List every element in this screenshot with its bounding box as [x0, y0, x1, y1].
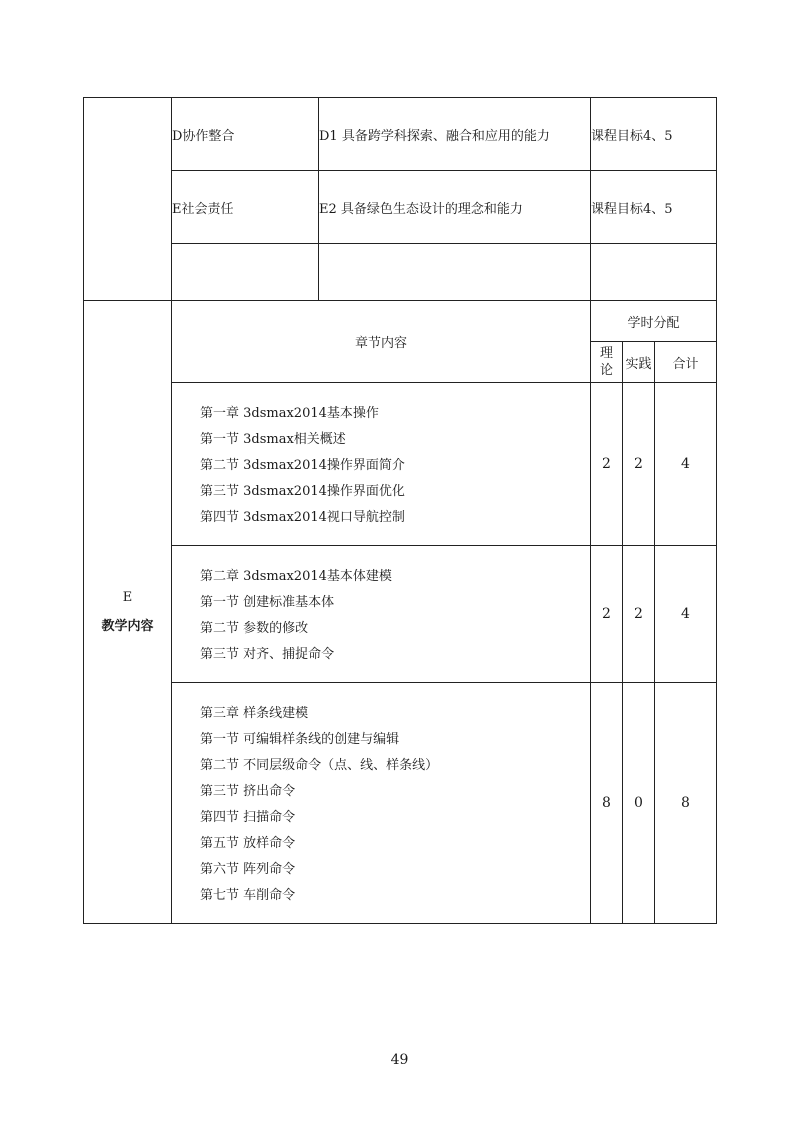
practice-hours: 2: [623, 546, 655, 683]
empty-row: [84, 244, 717, 301]
chapter-content: [172, 383, 591, 546]
chapter-line: 第三节 对齐、捕捉命令: [200, 647, 335, 662]
chapter-row-1: [84, 383, 717, 546]
chapter-line: 第二节 3dsmax2014操作界面简介: [200, 458, 405, 473]
chapter-row-3: [84, 683, 717, 924]
chapter-content: [172, 546, 591, 683]
chapter-line: 第二节 参数的修改: [200, 621, 309, 636]
practice-hours: 2: [623, 383, 655, 546]
chapter-line: 第七节 车削命令: [200, 888, 296, 903]
chapter-line: 第五节 放样命令: [200, 836, 296, 851]
ability-cell: D1 具备跨学科探索、融合和应用的能力: [319, 98, 591, 171]
section-title: 教学内容: [101, 619, 154, 634]
chapter-line: 第二章 3dsmax2014基本体建模: [200, 569, 392, 584]
section-code: E: [122, 590, 133, 605]
category-cell: E社会责任: [172, 171, 319, 244]
theory-hours: 2: [591, 383, 623, 546]
ability-row-d: [84, 98, 717, 171]
chapter-line: 第一章 3dsmax2014基本操作: [200, 406, 379, 421]
hours-header-row: [84, 301, 717, 342]
chapter-line: 第四节 扫描命令: [200, 810, 296, 825]
theory-hours: 2: [591, 546, 623, 683]
total-header: 合计: [655, 342, 717, 383]
practice-hours: 0: [623, 683, 655, 924]
chapter-line: 第一节 3dsmax相关概述: [200, 432, 346, 447]
theory-header: 理论: [591, 342, 623, 383]
chapter-line: 第二节 不同层级命令（点、线、样条线）: [200, 758, 439, 773]
total-hours: 4: [655, 546, 717, 683]
chapter-content-header: 章节内容: [172, 301, 591, 383]
section-label: [84, 301, 172, 924]
target-cell: 课程目标4、5: [591, 98, 717, 171]
empty-cell: [319, 244, 591, 301]
ability-row-e: [84, 171, 717, 244]
chapter-row-2: [84, 546, 717, 683]
page-number: 49: [390, 1052, 409, 1068]
chapter-line: 第一节 可编辑样条线的创建与编辑: [200, 732, 400, 747]
ability-cell: E2 具备绿色生态设计的理念和能力: [319, 171, 591, 244]
course-table: [83, 97, 717, 924]
chapter-content: [172, 683, 591, 924]
target-cell: 课程目标4、5: [591, 171, 717, 244]
total-hours: 4: [655, 383, 717, 546]
practice-header: 实践: [623, 342, 655, 383]
chapter-line: 第三节 3dsmax2014操作界面优化: [200, 484, 405, 499]
chapter-line: 第六节 阵列命令: [200, 862, 296, 877]
chapter-line: 第四节 3dsmax2014视口导航控制: [200, 510, 405, 525]
chapter-line: 第三节 挤出命令: [200, 784, 296, 799]
category-cell: D协作整合: [172, 98, 319, 171]
chapter-line: 第一节 创建标准基本体: [200, 595, 335, 610]
blank-left-cell: [84, 98, 172, 301]
hours-distribution-header: 学时分配: [591, 301, 717, 342]
empty-cell: [172, 244, 319, 301]
chapter-line: 第三章 样条线建模: [200, 706, 309, 721]
total-hours: 8: [655, 683, 717, 924]
empty-cell: [591, 244, 717, 301]
theory-hours: 8: [591, 683, 623, 924]
